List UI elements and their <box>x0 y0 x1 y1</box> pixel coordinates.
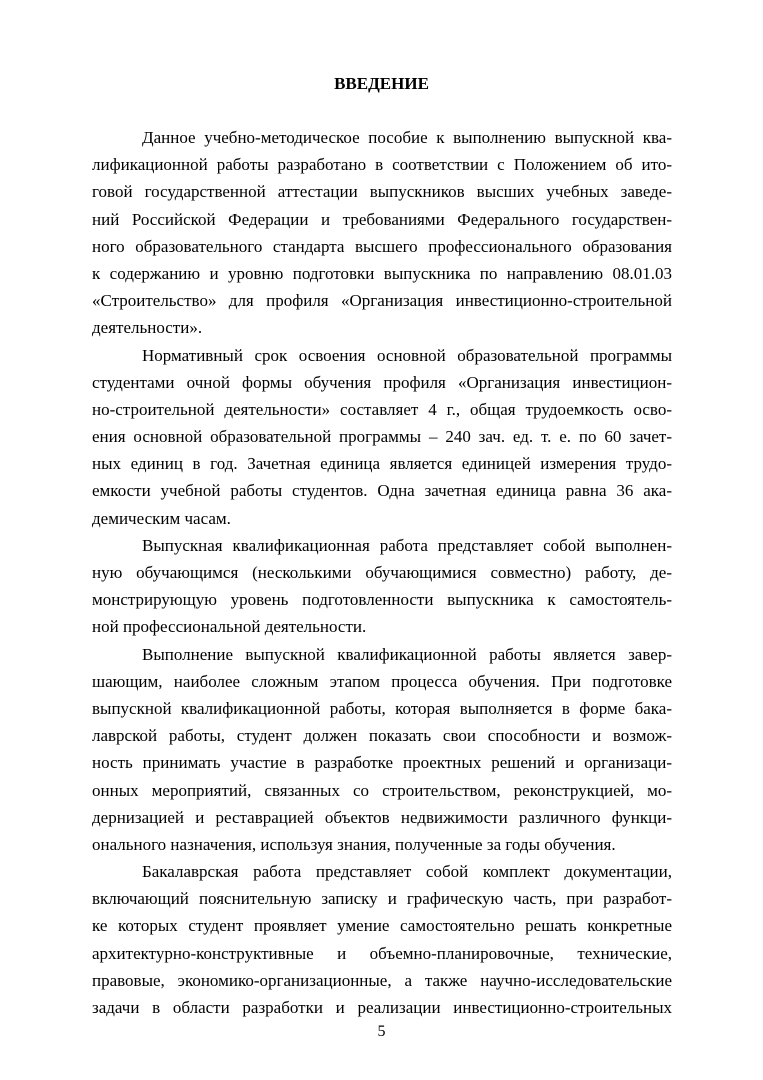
text-line: архитектурно-конструктивные и объемно-планировочные, технические, <box>92 943 672 963</box>
body-text <box>92 124 672 1021</box>
text-line: ность принимать участие в разработке проектных решений и организаци- <box>92 753 672 773</box>
text-line: шающим, наиболее сложным этапом процесса обучения. При подготовке <box>92 671 672 691</box>
text-line: лификационной работы разработано в соответствии с Положением об ито- <box>92 155 672 175</box>
paragraph <box>92 532 672 641</box>
text-line: деятельности». <box>92 318 203 338</box>
text-line: дернизацией и реставрацией объектов недвижимости различного функци- <box>92 807 672 827</box>
text-line: включающий пояснительную записку и графическую часть, при разработ- <box>92 889 672 909</box>
paragraph <box>92 641 672 859</box>
text-line: емкости учебной работы студентов. Одна зачетная единица равна 36 ака- <box>92 481 672 501</box>
text-line: ний Российской Федерации и требованиями Федерального государствен- <box>92 209 672 229</box>
text-line: Нормативный срок освоения основной образовательной программы <box>142 345 672 365</box>
text-line: ке которых студент проявляет умение самостоятельно решать конкретные <box>92 916 672 936</box>
text-line: ную обучающимся (несколькими обучающимися совместно) работу, де- <box>92 563 672 582</box>
text-line: «Строительство» для профиля «Организация инвестиционно-строительной <box>92 291 672 311</box>
text-line: Выпускная квалификационная работа представляет собой выполнен- <box>142 535 672 555</box>
text-line: к содержанию и уровню подготовки выпускника по направлению 08.01.03 <box>92 263 672 283</box>
page-number: 5 <box>377 1023 386 1040</box>
text-line: демическим часам. <box>92 508 231 528</box>
text-line: задачи в области разработки и реализации инвестиционно-строительных <box>92 998 672 1017</box>
paragraph <box>92 124 672 342</box>
text-line: правовые, экономико-организационные, а также научно-исследовательские <box>92 970 672 990</box>
paragraph <box>92 858 672 1021</box>
text-line: но-строительной деятельности» составляет 4 г., общая трудоемкость осво- <box>92 399 672 419</box>
text-line: говой государственной аттестации выпускников высших учебных заведе- <box>92 182 672 202</box>
text-line: онального назначения, используя знания, полученные за годы обучения. <box>92 834 616 854</box>
text-line: выпускной квалификационной работы, которая выполняется в форме бака- <box>92 698 672 718</box>
text-line: ной профессиональной деятельности. <box>92 617 367 637</box>
text-line: Бакалаврская работа представляет собой комплект документации, <box>142 862 672 882</box>
text-line: монстрирующую уровень подготовленности выпускника к самостоятель- <box>92 590 672 610</box>
text-line: онных мероприятий, связанных со строительством, реконструкцией, мо- <box>92 780 672 800</box>
text-line: студентами очной формы обучения профиля «Организация инвестицион- <box>92 372 672 392</box>
text-line: лаврской работы, студент должен показать свои способности и возмож- <box>92 726 672 746</box>
page-title: ВВЕДЕНИЕ <box>334 74 429 93</box>
text-line: ения основной образовательной программы – 240 зач. ед. т. е. по 60 зачет- <box>92 427 672 447</box>
text-line: ных единиц в год. Зачетная единица является единицей измерения трудо- <box>92 454 672 474</box>
text-line: Выполнение выпускной квалификационной работы является завер- <box>142 644 672 664</box>
paragraph <box>92 342 672 532</box>
text-line: Данное учебно-методическое пособие к выполнению выпускной ква- <box>142 128 672 147</box>
text-line: ного образовательного стандарта высшего профессионального образования <box>92 236 672 256</box>
